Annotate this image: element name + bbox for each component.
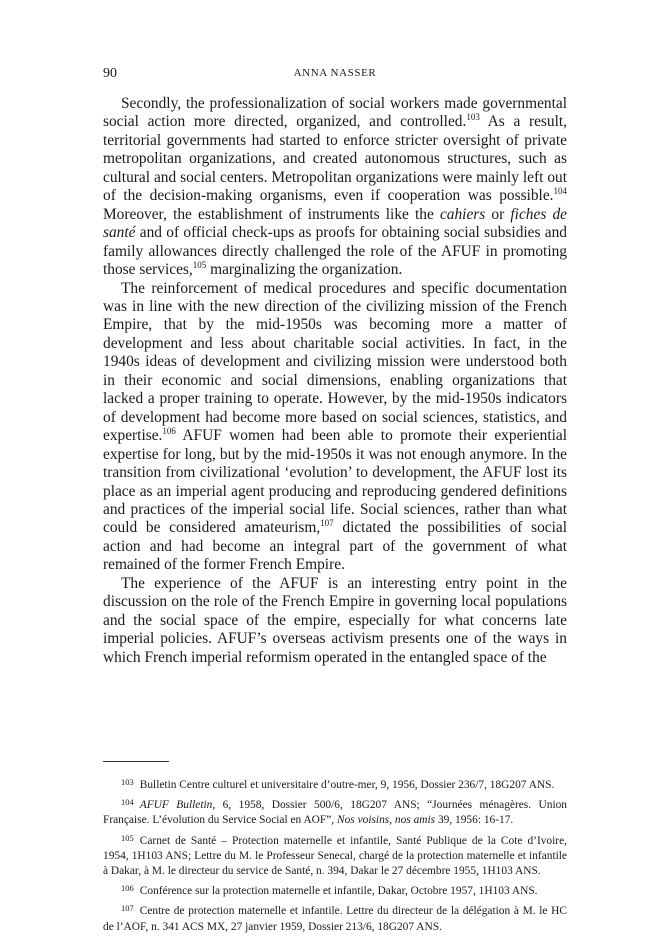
body-paragraph <box>103 280 567 575</box>
footnote-number: 106 <box>121 883 134 894</box>
body-text <box>103 95 567 667</box>
footnote-reference: 107 <box>320 518 334 529</box>
footnote-reference: 105 <box>192 260 207 271</box>
italic-text: fiches de santé <box>103 205 567 242</box>
text-run: The experience of the AFUF is an interesting entry point in the discussion on the role of the French Empire in governing local populations and the social space of the empire, especially for what concerns late imperial policies. AFUF’s overseas activism presents one of the ways in which French imperial reformism operated in the entangled space of the <box>103 574 567 666</box>
text-run: The reinforcement of medical procedures and specific documentation was in line with the new direction of the civilizing mission of the French Empire, that by the mid-1950s was becoming more a matter of development and less about charitable social activities. In fact, in the 1940s ideas of development and civilizing mission were understood both in their economic and social dimensions, enabling organizations that lacked a proper training to operate. However, by the mid-1950s indicators of development had become more based on social sciences, statistics, and expertise. <box>103 279 567 445</box>
page-number: 90 <box>103 66 117 81</box>
body-paragraph <box>103 575 567 667</box>
footnote <box>103 831 567 880</box>
text-run: dictated the possibilities of social action and had become an integral part of the government of what remained of the former French Empire. <box>103 519 568 574</box>
text-run: Centre de protection maternelle et infantile. Lettre du directeur de la délégation à M. le HC de l’AOF, n. 341 ACS MX, 27 janvier 1959, Dossier 213/6, 18G207 ANS. <box>103 905 567 933</box>
footnote-number: 105 <box>121 832 134 843</box>
text-run: As a result, territorial governments had started to enforce stricter oversight of private metropolitan organizations, and created autonomous structures, such as cultural and social centers. Metropolitan organizations were mainly left out of the decision-making organisms, even if cooperation was possible. <box>103 113 567 205</box>
footnote-number: 104 <box>121 797 134 808</box>
text-run: and of official check-ups as proofs for obtaining social subsidies and family allowances directly challenged the role of the AFUF in promoting those services, <box>103 224 567 279</box>
text-run: AFUF women had been able to promote their experiential expertise for long, but by the mid-1950s it was not enough anymore. In the transition from civilizational ‘evolution’ to development, the AFUF lost its place as an imperial agent producing and reproducing gendered definitions and practices of the imperial social life. Social sciences, rather than what could be considered amateurism, <box>103 427 567 537</box>
book-page <box>103 0 567 937</box>
text-run: Secondly, the professionalization of social workers made governmental social action more directed, organized, and controlled. <box>103 95 567 131</box>
footnote-number: 103 <box>121 777 134 788</box>
footnote-reference: 106 <box>162 426 176 437</box>
text-run: Carnet de Santé – Protection maternelle et infantile, Santé Publique de la Cote d’Ivoire, 1954, 1H103 ANS; Lettre du M. le Professeur Senecal, chargé de la protection maternelle et infantile à Dakar, à M. le directeur du service de Santé, n. 394, Dakar le 27 décembre 1955, 1H103 ANS. <box>103 834 567 878</box>
footnote-number: 107 <box>121 903 134 914</box>
footnotes <box>103 775 567 935</box>
body-paragraph <box>103 95 567 280</box>
running-head: ANNA NASSER <box>293 67 377 79</box>
italic-text: cahiers <box>439 205 486 223</box>
text-run: or <box>485 205 511 223</box>
footnote-reference: 103 <box>466 112 480 123</box>
page-header <box>103 66 567 86</box>
footnote-separator <box>103 761 169 762</box>
footnote <box>103 901 567 934</box>
text-run: Moreover, the establishment of instruments like the <box>103 205 440 223</box>
footnote <box>103 795 567 828</box>
footnote-reference: 104 <box>553 186 567 197</box>
italic-text: AFUF Bulletin <box>139 799 213 812</box>
text-run: Bulletin Centre culturel et universitaire d’outre-mer, 9, 1956, Dossier 236/7, 18G207 ANS. <box>139 779 555 792</box>
text-run: marginalizing the organization. <box>206 261 403 279</box>
footnote <box>103 775 567 793</box>
text-run: 39, 1956: 16-17. <box>435 814 514 827</box>
footnote <box>103 881 567 899</box>
text-run: , 6, 1958, Dossier 500/6, 18G207 ANS; “Journées ménagères. Union Française. L’évolution du Service Social en AOF”, <box>103 799 568 827</box>
text-run: Conférence sur la protection maternelle et infantile, Dakar, Octobre 1957, 1H103 ANS. <box>139 885 538 898</box>
italic-text: Nos voisins, nos amis <box>337 814 436 827</box>
